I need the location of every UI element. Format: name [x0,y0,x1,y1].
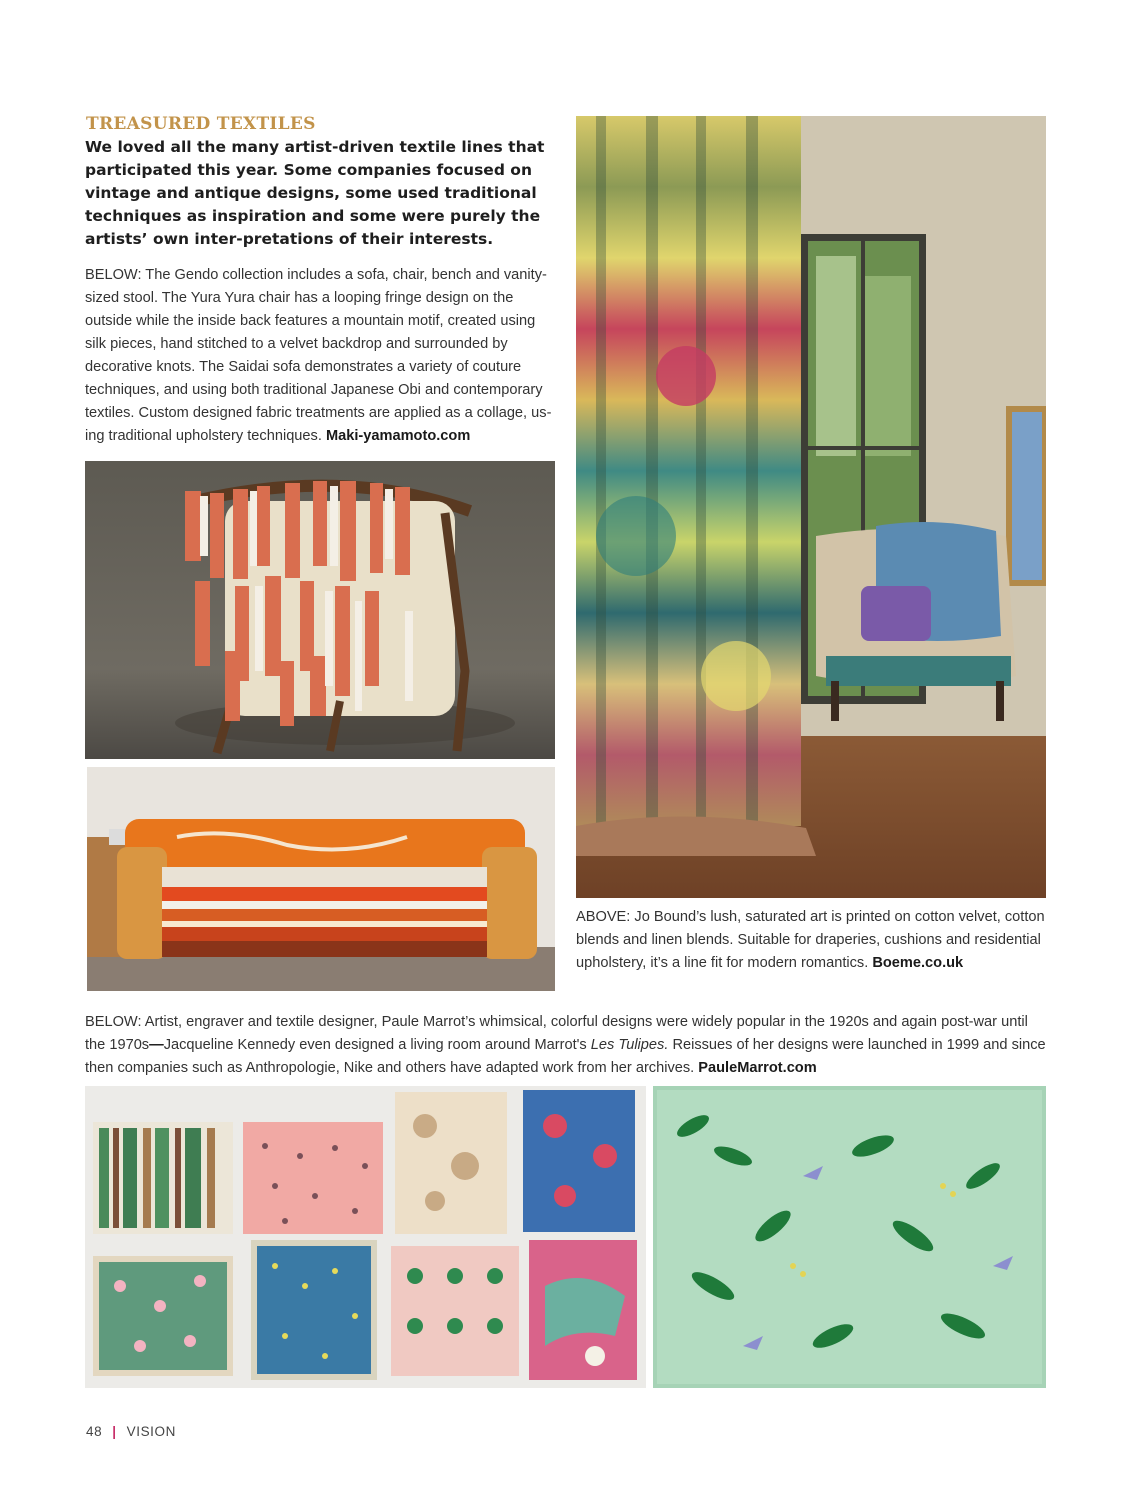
bird-leaf-print-photo [653,1086,1046,1388]
gendo-caption-link[interactable]: Maki-yamamoto.com [325,428,471,444]
marrot-caption-text-3: Reissues of her designs were launched in 1999 and since then companies such as Anthropologie, Nike and others have adapted work from her archives. [85,1037,1046,1076]
chair-photo [85,461,555,759]
sofa-photo [87,767,555,991]
gendo-caption-text: BELOW: The Gendo collection includes a sofa, chair, bench and vanity-sized stool. The Yura Yura chair has a looping fringe design on the outside while the inside back features a mountain motif, created using silk pieces, hand stitched to a velvet backdrop and surrounded by decorative knots. The Saidai sofa demonstrates a variety of couture techniques, and using both traditional Japanese Obi and contemporary textiles. Custom designed fabric treatments are applied as a collage, us-ing traditional upholstery techniques. [85,267,552,444]
section-kicker: TREASURED TEXTILES [86,114,316,134]
lead-paragraph: We loved all the many artist-driven textile lines that participated this year. Some companies focused on vintage and antique designs, some used traditional techniques as inspiration and some were purely the artists’ own inter-pretations of their interests. [85,138,545,248]
page-footer [86,1424,176,1439]
jo-bound-caption-link[interactable]: Boeme.co.uk [872,955,964,971]
jo-bound-caption [576,906,1050,975]
gendo-caption [85,264,555,448]
marrot-caption [85,1011,1050,1080]
marrot-caption-text-1: BELOW: Artist, engraver and textile designer, Paule Marrot’s whimsical, colorful designs were widely popular in the 1920s and again post-war until the 1970s [85,1014,1028,1053]
marrot-caption-link[interactable]: PauleMarrot.com [698,1060,817,1076]
footer-separator: | [112,1424,117,1439]
page-number: 48 [86,1424,103,1439]
marrot-caption-text-2: Jacqueline Kennedy even designed a living room around Marrot's [163,1037,591,1053]
marrot-caption-italic: Les Tulipes. [590,1037,669,1053]
jo-bound-caption-text: ABOVE: Jo Bound’s lush, saturated art is printed on cotton velvet, cotton blends and linen blends. Suitable for draperies, cushions and residential upholstery, it’s a line fit for modern romantics. [576,909,1045,971]
publication-name: VISION [126,1424,176,1439]
marrot-caption-dash: — [149,1037,164,1053]
framed-prints-photo [85,1086,646,1388]
drapery-photo [576,116,1046,898]
